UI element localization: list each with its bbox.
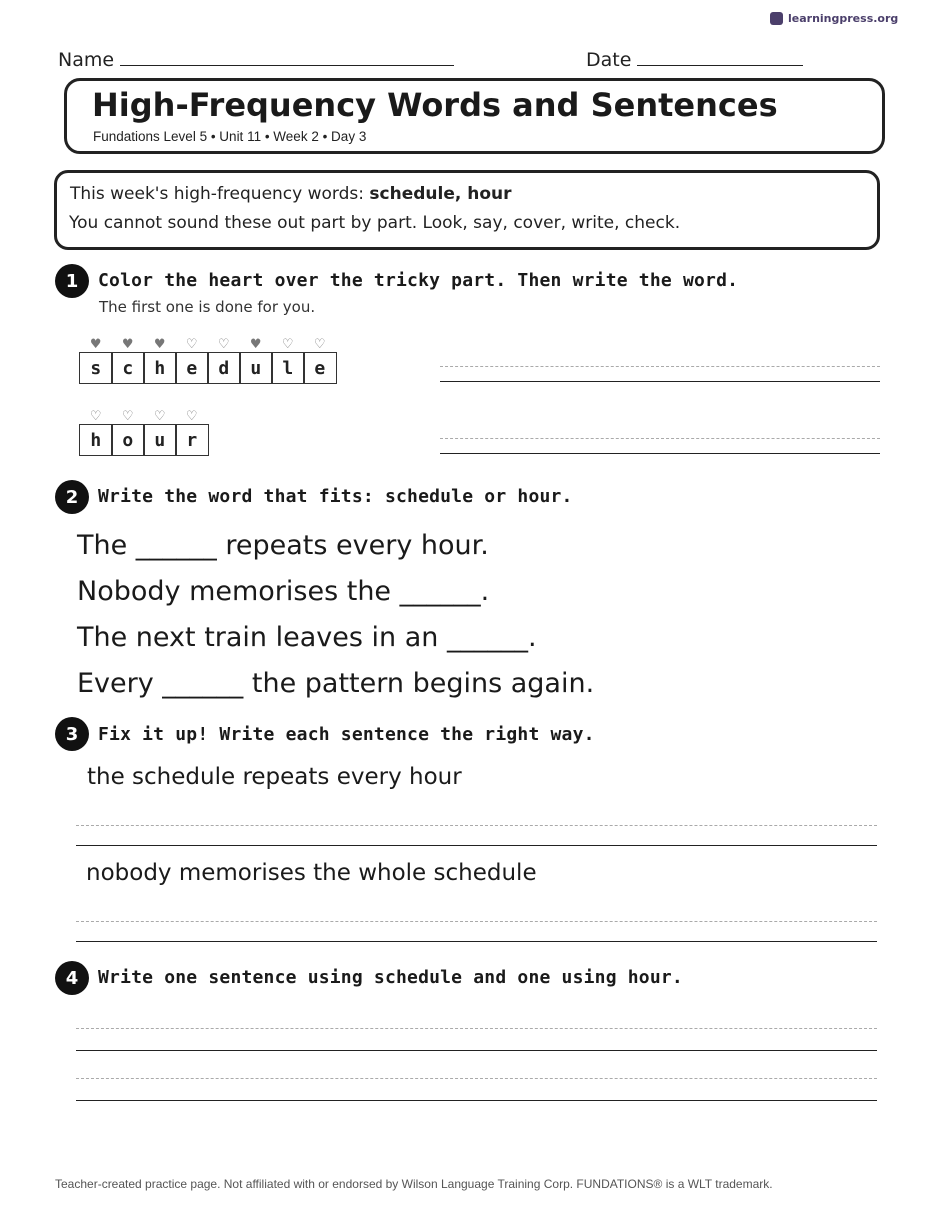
heart-filled-icon[interactable]: ♥	[249, 337, 262, 352]
name-field	[58, 47, 454, 71]
word-1	[79, 338, 337, 384]
hf-words-prefix: This week's high-frequency words:	[70, 184, 370, 204]
letter-tile: e	[175, 352, 209, 384]
letter-tile: o	[111, 424, 145, 456]
heart-outline-icon[interactable]: ♡	[185, 337, 198, 352]
fill-sentence-3: The next train leaves in an ______.	[77, 622, 537, 653]
heart-outline-icon[interactable]: ♡	[217, 337, 230, 352]
section-2-instruction: Write the word that fits: schedule or hour.	[98, 486, 573, 507]
heart-outline-icon[interactable]: ♡	[121, 409, 134, 424]
hf-word-sep: ,	[454, 184, 468, 204]
heart-filled-icon[interactable]: ♥	[153, 337, 166, 352]
write-2-guide-line	[76, 1078, 877, 1079]
date-field	[586, 47, 803, 71]
heart-filled-icon[interactable]: ♥	[89, 337, 102, 352]
word-2	[79, 410, 209, 456]
fix-sentence-2: nobody memorises the whole schedule	[86, 860, 537, 886]
write-2-line[interactable]	[76, 1100, 877, 1101]
fill-sentence-1: The ______ repeats every hour.	[77, 530, 489, 561]
heart-outline-icon[interactable]: ♡	[313, 337, 326, 352]
page-title: High-Frequency Words and Sentences	[92, 86, 778, 124]
section-2-number: 2	[55, 480, 89, 514]
letter-tile: c	[111, 352, 145, 384]
letter-tile: d	[207, 352, 241, 384]
section-4-instruction: Write one sentence using schedule and one using hour.	[98, 967, 683, 988]
brand-mark	[770, 12, 898, 25]
letter-tile: h	[79, 424, 113, 456]
date-label: Date	[586, 49, 632, 71]
word-1-guide-line	[440, 366, 880, 367]
info-box	[54, 170, 880, 250]
letter-tile: r	[175, 424, 209, 456]
heart-outline-icon[interactable]: ♡	[153, 409, 166, 424]
name-line[interactable]	[120, 47, 454, 66]
name-label: Name	[58, 49, 115, 71]
book-icon	[770, 12, 783, 25]
fix-1-write-line[interactable]	[76, 845, 877, 846]
letter-tile: l	[271, 352, 305, 384]
heart-outline-icon[interactable]: ♡	[185, 409, 198, 424]
section-3-instruction: Fix it up! Write each sentence the right way.	[98, 724, 595, 745]
word-2-guide-line	[440, 438, 880, 439]
letter-tile: u	[143, 424, 177, 456]
date-line[interactable]	[637, 47, 803, 66]
section-1-note: The first one is done for you.	[99, 298, 316, 316]
hf-words-line	[70, 184, 512, 204]
fix-1-guide-line	[76, 825, 877, 826]
section-3-number: 3	[55, 717, 89, 751]
section-1-number: 1	[55, 264, 89, 298]
fix-2-guide-line	[76, 921, 877, 922]
section-1-instruction: Color the heart over the tricky part. Then write the word.	[98, 270, 739, 291]
fix-sentence-1: the schedule repeats every hour	[87, 764, 462, 790]
word-1-letters	[79, 352, 337, 384]
fix-2-write-line[interactable]	[76, 941, 877, 942]
word-2-write-line[interactable]	[440, 453, 880, 454]
page-subtitle: Fundations Level 5 • Unit 11 • Week 2 • Day 3	[93, 129, 367, 144]
word-1-hearts	[79, 338, 337, 352]
section-4-number: 4	[55, 961, 89, 995]
heart-outline-icon[interactable]: ♡	[89, 409, 102, 424]
write-1-line[interactable]	[76, 1050, 877, 1051]
heart-outline-icon[interactable]: ♡	[281, 337, 294, 352]
fill-sentence-2: Nobody memorises the ______.	[77, 576, 490, 607]
fill-sentence-4: Every ______ the pattern begins again.	[77, 668, 595, 699]
footer-disclaimer: Teacher-created practice page. Not affiliated with or endorsed by Wilson Language Training Corp. FUNDATIONS® is a WLT trademark.	[55, 1177, 773, 1191]
word-1-write-line[interactable]	[440, 381, 880, 382]
word-2-letters	[79, 424, 209, 456]
letter-tile: u	[239, 352, 273, 384]
word-2-hearts	[79, 410, 209, 424]
brand-text: learningpress.org	[788, 12, 899, 25]
hf-tip: You cannot sound these out part by part. Look, say, cover, write, check.	[69, 213, 681, 233]
letter-tile: s	[79, 352, 113, 384]
heart-filled-icon[interactable]: ♥	[121, 337, 134, 352]
letter-tile: e	[303, 352, 337, 384]
letter-tile: h	[143, 352, 177, 384]
write-1-guide-line	[76, 1028, 877, 1029]
hf-word-schedule: schedule	[369, 184, 455, 204]
hf-word-hour: hour	[467, 184, 512, 204]
